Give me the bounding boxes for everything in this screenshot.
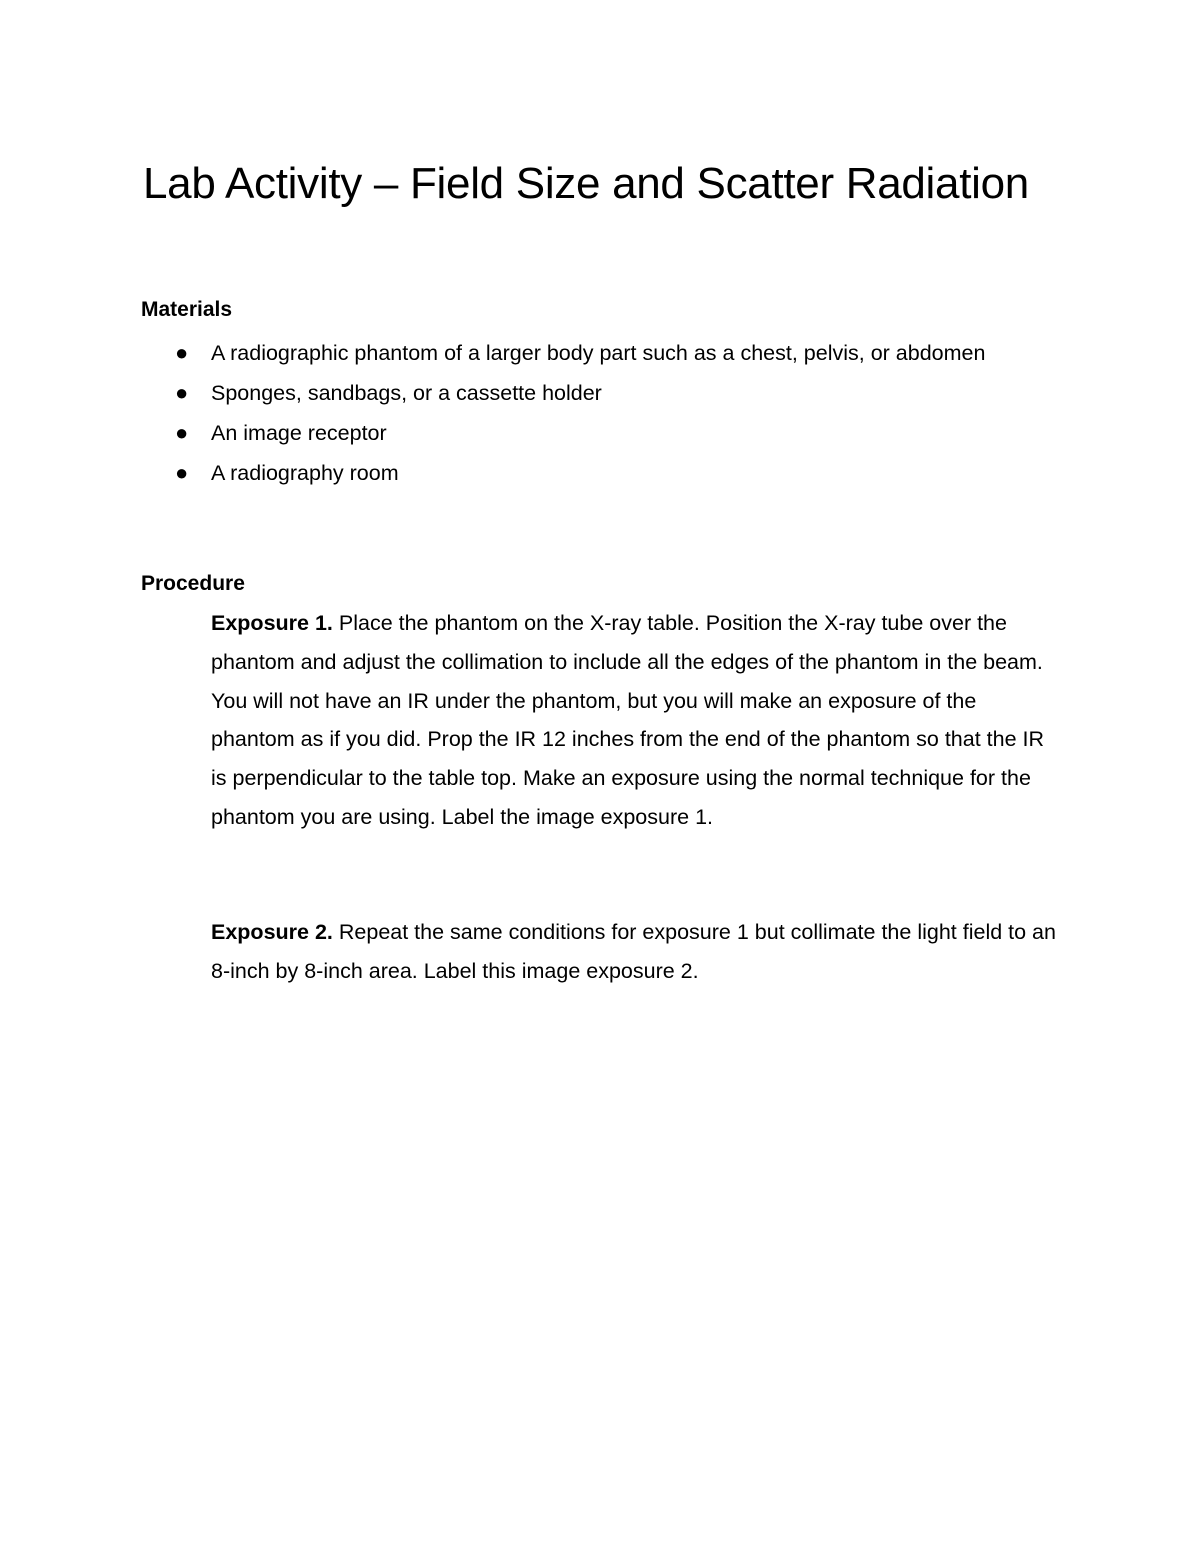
list-item <box>0 334 1031 373</box>
bullet-icon: ● <box>175 340 189 365</box>
step-text: Place the phantom on the X-ray table. Position the X-ray tube over the phantom and adjust the collimation to include all the edges of the phantom in the beam. You will not have an IR under the phantom, but you will make an exposure of the phantom as if you did. Prop the IR 12 inches from the end of the phantom so that the IR is perpendicular to the table top. Make an exposure using the normal technique for the phantom you are using. Label the image exposure 1. <box>211 611 1045 829</box>
step-text: Repeat the same conditions for exposure 1 but collimate the light field to an 8-inch by 8-inch area. Label this image exposure 2. <box>211 920 1056 983</box>
list-item <box>0 414 1031 453</box>
step-lead: Exposure 1. <box>211 611 333 635</box>
materials-list <box>0 334 1100 494</box>
list-item-text: A radiographic phantom of a larger body part such as a chest, pelvis, or abdomen <box>211 341 986 365</box>
bullet-icon: ● <box>175 460 189 485</box>
list-item-text: A radiography room <box>211 461 399 485</box>
step-lead: Exposure 2. <box>211 920 333 944</box>
list-item <box>0 374 1031 413</box>
list-item-text: An image receptor <box>211 421 387 445</box>
procedure-heading: Procedure <box>141 572 245 595</box>
procedure-step-exposure-2 <box>211 913 1061 991</box>
list-item-text: Sponges, sandbags, or a cassette holder <box>211 381 602 405</box>
document-title: Lab Activity – Field Size and Scatter Radiation <box>143 159 1029 208</box>
bullet-icon: ● <box>175 420 189 445</box>
procedure-step-exposure-1 <box>211 604 1061 837</box>
list-item <box>0 454 1031 493</box>
materials-heading: Materials <box>141 298 233 321</box>
bullet-icon: ● <box>175 380 189 405</box>
